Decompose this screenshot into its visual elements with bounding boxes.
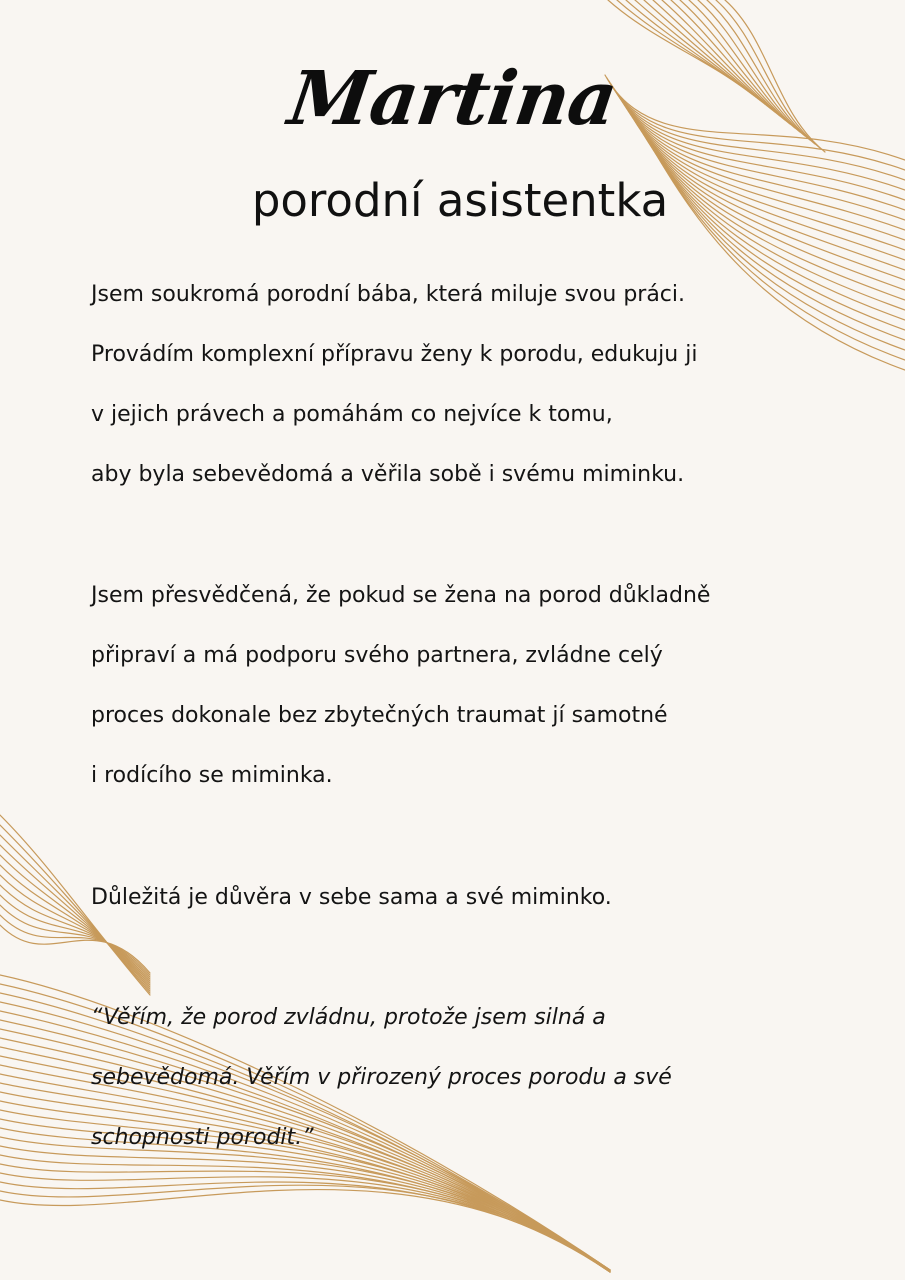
affirmation-quote xyxy=(91,988,831,1168)
text-line: Jsem přesvědčená, že pokud se žena na porod důkladně xyxy=(91,583,711,608)
trust-paragraph xyxy=(91,868,831,928)
quote-line: sebevědomá. Věřím v přirozený proces porodu a své xyxy=(91,1065,672,1090)
text-line: aby byla sebevědomá a věřila sobě i svému miminku. xyxy=(91,462,685,487)
belief-paragraph xyxy=(91,566,831,806)
quote-line: “Věřím, že porod zvládnu, protože jsem silná a xyxy=(91,1005,606,1030)
leaf-stroke xyxy=(0,1190,610,1271)
leaf-stroke xyxy=(0,1164,610,1270)
name-title: Martina xyxy=(283,56,622,142)
leaf-stroke xyxy=(0,1182,610,1272)
text-line: proces dokonale bez zbytečných traumat jí samotné xyxy=(91,703,668,728)
intro-paragraph xyxy=(91,265,831,505)
leaf-stroke xyxy=(0,1185,610,1270)
text-line: Důležitá je důvěra v sebe sama a své miminko. xyxy=(91,885,612,910)
text-line: Provádím komplexní přípravu ženy k porodu, edukuju ji xyxy=(91,342,698,367)
text-line: v jejich právech a pomáhám co nejvíce k tomu, xyxy=(91,402,613,427)
text-line: i rodícího se miminka. xyxy=(91,763,333,788)
leaf-stroke xyxy=(0,1155,610,1272)
leaf-stroke xyxy=(0,925,150,973)
leaf-stroke xyxy=(0,1173,610,1271)
page-subtitle: porodní asistentka xyxy=(251,174,669,227)
text-line: připraví a má podporu svého partnera, zvládne celý xyxy=(91,643,663,668)
quote-line: schopnosti porodit.” xyxy=(91,1125,314,1150)
text-line: Jsem soukromá porodní bába, která miluje svou práci. xyxy=(91,282,686,307)
